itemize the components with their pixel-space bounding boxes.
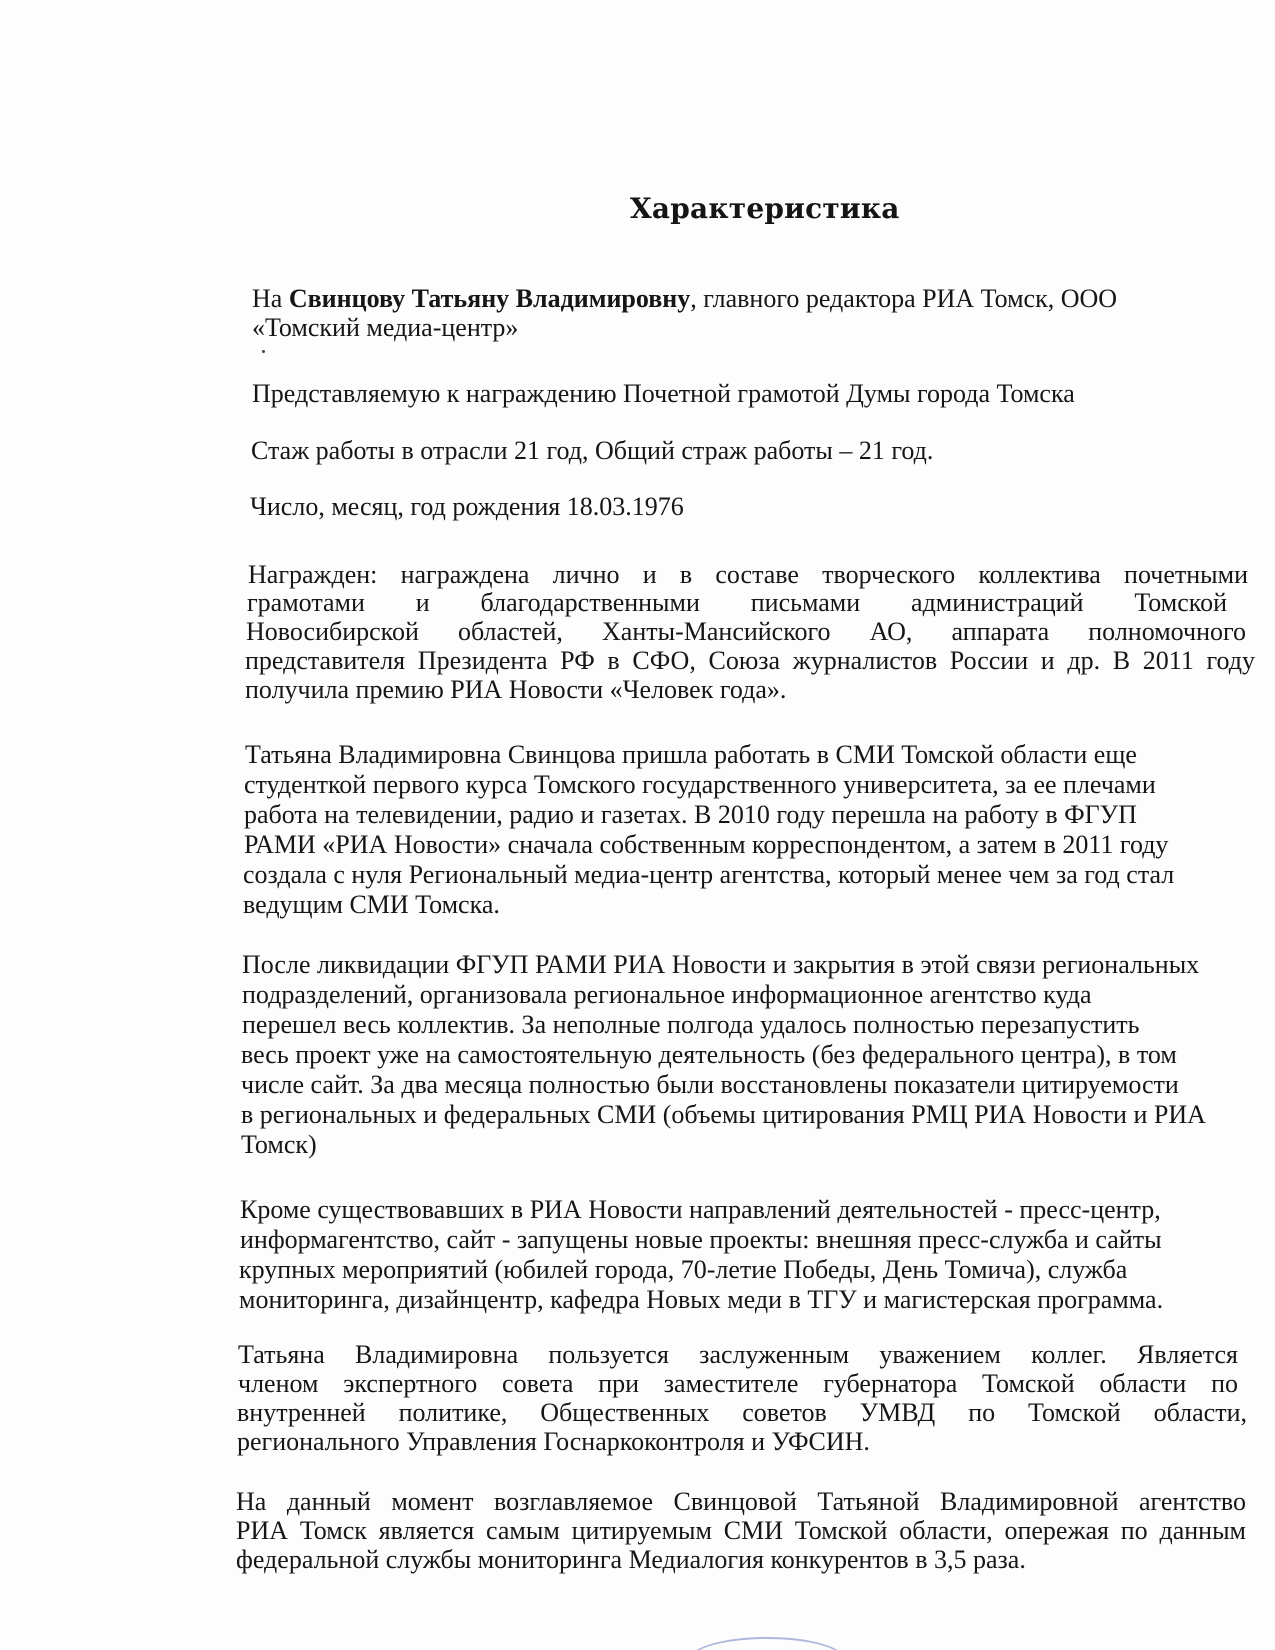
current-line-1: На данный момент возглавляемое Свинцовой Татьяной Владимировной агентство [236,1487,1246,1516]
nominee-position: , главного редактора РИА Томск, ООО [690,284,1118,313]
liquidation-line-6: в региональных и федеральных СМИ (объемы цитирования РМЦ РИА Новости и РИА [241,1100,1206,1129]
career-line-6: ведущим СМИ Томска. [243,890,500,919]
current-line-3: федеральной службы мониторинга Медиалогия конкурентов в 3,5 раза. [236,1545,1026,1574]
awards-line-3: Новосибирской областей, Ханты-Мансийского АО, аппарата полномочного [246,617,1246,646]
scan-speck [262,350,265,353]
nominee-organization: «Томский медиа-центр» [252,313,519,342]
respect-line-3: внутренней политике, Общественных советов УМВД по Томской области, [237,1398,1247,1427]
career-line-4: РАМИ «РИА Новости» сначала собственным корреспондентом, а затем в 2011 году [244,830,1169,859]
career-line-1: Татьяна Владимировна Свинцова пришла работать в СМИ Томской области еще [245,740,1137,769]
nominee-line [252,284,1117,314]
career-line-2: студенткой первого курса Томского государственного университета, за ее плечами [244,770,1156,799]
projects-line-1: Кроме существовавших в РИА Новости направлений деятельностей - пресс-центр, [240,1195,1161,1224]
liquidation-line-3: перешел весь коллектив. За неполные полгода удалось полностью перезапустить [242,1010,1140,1039]
liquidation-line-5: числе сайт. За два месяца полностью были восстановлены показатели цитируемости [241,1070,1179,1099]
career-line-3: работа на телевидении, радио и газетах. В 2010 году перешла на работу в ФГУП [244,800,1137,829]
awards-line-5: получила премию РИА Новости «Человек года». [245,675,787,704]
experience-line: Стаж работы в отрасли 21 год, Общий страж работы – 21 год. [251,436,934,465]
liquidation-line-1: После ликвидации ФГУП РАМИ РИА Новости и закрытия в этой связи региональных [242,950,1200,979]
respect-line-4: регионального Управления Госнаркоконтроля и УФСИН. [237,1427,870,1456]
stamp-seal [690,1637,844,1650]
awards-line-4: представителя Президента РФ в СФО, Союза журналистов России и др. В 2011 году [245,646,1255,675]
nominee-prefix: На [252,284,289,313]
nominee-name: Свинцову Татьяну Владимировну [288,284,691,313]
birth-line: Число, месяц, год рождения 18.03.1976 [250,492,684,521]
projects-line-4: мониторинга, дизайнцентр, кафедра Новых меди в ТГУ и магистерская программа. [239,1285,1164,1314]
document-title: Характеристика [630,192,900,225]
liquidation-line-7: Томск) [241,1130,317,1159]
awards-line-2: грамотами и благодарственными письмами администраций Томской [247,588,1227,617]
respect-line-1: Татьяна Владимировна пользуется заслуженным уважением коллег. Является [238,1340,1238,1369]
liquidation-line-4: весь проект уже на самостоятельную деятельность (без федерального центра), в том [241,1040,1177,1069]
award-line: Представляемую к награждению Почетной грамотой Думы города Томска [252,379,1075,408]
career-line-5: создала с нуля Региональный медиа-центр агентства, который менее чем за год стал [243,860,1175,889]
respect-line-2: членом экспертного совета при заместителе губернатора Томской области по [238,1369,1238,1398]
liquidation-line-2: подразделений, организовала региональное информационное агентство куда [242,980,1092,1009]
projects-line-2: информагентство, сайт - запущены новые проекты: внешняя пресс-служба и сайты [240,1225,1162,1254]
projects-line-3: крупных мероприятий (юбилей города, 70-летие Победы, День Томича), служба [239,1255,1128,1284]
awards-line-1: Награжден: награждена лично и в составе творческого коллектива почетными [248,560,1248,589]
current-line-2: РИА Томск является самым цитируемым СМИ Томской области, опережая по данным [236,1516,1246,1545]
